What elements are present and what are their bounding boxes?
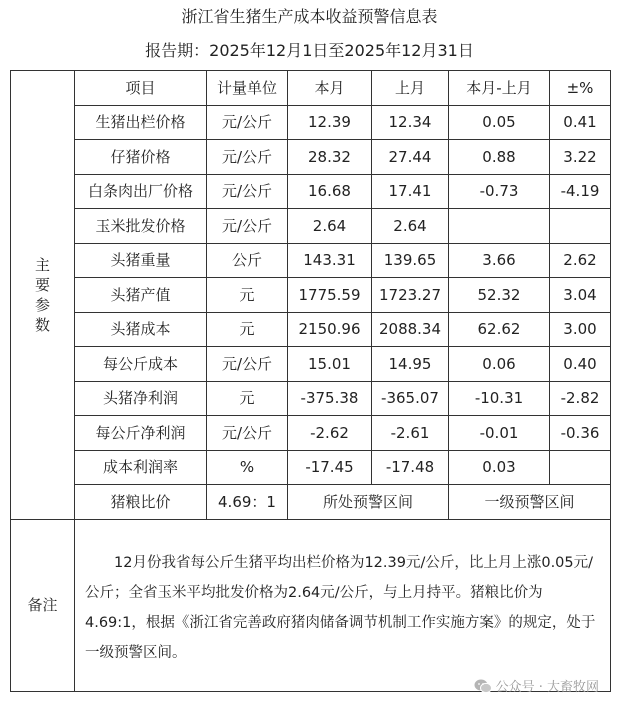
watermark-text: 公众号 · 大畜牧网 [495, 680, 599, 695]
table-cell: 28.32 [288, 140, 372, 175]
notes-text: 12月份我省每公斤生猪平均出栏价格为12.39元/公斤，比上月上涨0.05元/公斤；全省玉米平均批发价格为2.64元/公斤，与上月持平。猪粮比价为4.69:1，根据《浙江省完善政府猪肉储备调节机制工作实施方案》的规定，处于一级预警区间。 [85, 554, 596, 661]
table-cell: 27.44 [372, 140, 449, 175]
notes-cell [75, 519, 611, 691]
table-row [11, 347, 611, 382]
table-row [11, 450, 611, 485]
table-cell: 12.34 [372, 105, 449, 140]
table-cell: -2.62 [288, 416, 372, 451]
table-cell: 3.04 [550, 278, 611, 313]
table-cell: 16.68 [288, 174, 372, 209]
table-cell: -0.73 [449, 174, 550, 209]
row-label: 玉米批发价格 [75, 209, 207, 244]
table-cell: 62.62 [449, 312, 550, 347]
table-cell: 元/公斤 [207, 347, 288, 382]
table-cell: -0.36 [550, 416, 611, 451]
table-cell: 元/公斤 [207, 140, 288, 175]
table-cell: -4.19 [550, 174, 611, 209]
cost-profit-table [10, 70, 611, 692]
table-cell [550, 450, 611, 485]
zone-value: 一级预警区间 [449, 485, 611, 520]
table-cell: 143.31 [288, 243, 372, 278]
row-label: 仔猪价格 [75, 140, 207, 175]
row-label: 白条肉出厂价格 [75, 174, 207, 209]
table-cell: 3.22 [550, 140, 611, 175]
page-title: 浙江省生猪生产成本收益预警信息表 [181, 7, 438, 26]
header-cell: 本月 [288, 71, 372, 106]
row-label: 每公斤成本 [75, 347, 207, 382]
table-row [11, 312, 611, 347]
table-cell: 0.88 [449, 140, 550, 175]
table-cell: 0.41 [550, 105, 611, 140]
table-cell: 0.05 [449, 105, 550, 140]
row-label: 成本利润率 [75, 450, 207, 485]
row-label: 每公斤净利润 [75, 416, 207, 451]
table-cell: 2.64 [372, 209, 449, 244]
ratio-label: 猪粮比价 [75, 485, 207, 520]
table-cell: -365.07 [372, 381, 449, 416]
table-cell: 1775.59 [288, 278, 372, 313]
notes-row [11, 519, 611, 691]
table-cell: -17.48 [372, 450, 449, 485]
table-cell: 2150.96 [288, 312, 372, 347]
table-cell [449, 209, 550, 244]
table-cell: 139.65 [372, 243, 449, 278]
table-cell: 3.00 [550, 312, 611, 347]
table-cell: 2.64 [288, 209, 372, 244]
section-cell [11, 71, 75, 520]
table-row [11, 209, 611, 244]
ratio-value: 4.69：1 [207, 485, 288, 520]
row-label: 头猪成本 [75, 312, 207, 347]
wechat-icon [474, 678, 492, 694]
watermark [474, 676, 599, 695]
ratio-row [11, 485, 611, 520]
table-cell: 元/公斤 [207, 416, 288, 451]
table-cell: 元/公斤 [207, 209, 288, 244]
table-cell: -2.61 [372, 416, 449, 451]
header-cell: 计量单位 [207, 71, 288, 106]
table-cell: 元 [207, 278, 288, 313]
table-cell: 17.41 [372, 174, 449, 209]
table-row [11, 381, 611, 416]
table-cell: 2.62 [550, 243, 611, 278]
header-row [11, 71, 611, 106]
table-row [11, 243, 611, 278]
table-cell: 0.03 [449, 450, 550, 485]
table-cell: 元 [207, 381, 288, 416]
table-cell: 3.66 [449, 243, 550, 278]
table-cell: -17.45 [288, 450, 372, 485]
table-cell: 12.39 [288, 105, 372, 140]
header-cell: 项目 [75, 71, 207, 106]
table-cell [550, 209, 611, 244]
table-cell: 元/公斤 [207, 174, 288, 209]
table-row [11, 174, 611, 209]
table-cell: 元 [207, 312, 288, 347]
table-cell: 公斤 [207, 243, 288, 278]
row-label: 生猪出栏价格 [75, 105, 207, 140]
table-cell: 0.06 [449, 347, 550, 382]
table-cell: 1723.27 [372, 278, 449, 313]
table-cell: -2.82 [550, 381, 611, 416]
section-label-char: 数 [34, 315, 50, 334]
zone-label: 所处预警区间 [288, 485, 449, 520]
table-cell: 15.01 [288, 347, 372, 382]
table-row [11, 278, 611, 313]
table-cell: -10.31 [449, 381, 550, 416]
table-cell: % [207, 450, 288, 485]
header-cell: 上月 [372, 71, 449, 106]
table-cell: 0.40 [550, 347, 611, 382]
notes-label: 备注 [11, 519, 75, 691]
table-cell: 52.32 [449, 278, 550, 313]
table-cell: -0.01 [449, 416, 550, 451]
table-row [11, 140, 611, 175]
header-cell: ±% [550, 71, 611, 106]
table-cell: -375.38 [288, 381, 372, 416]
table-row [11, 416, 611, 451]
section-label-char: 要 [34, 275, 50, 294]
table-cell: 元/公斤 [207, 105, 288, 140]
row-label: 头猪产值 [75, 278, 207, 313]
row-label: 头猪净利润 [75, 381, 207, 416]
row-label: 头猪重量 [75, 243, 207, 278]
header-cell: 本月-上月 [449, 71, 550, 106]
section-label-char: 主 [34, 255, 50, 274]
table-cell: 2088.34 [372, 312, 449, 347]
table-row [11, 105, 611, 140]
report-period: 报告期：2025年12月1日至2025年12月31日 [145, 41, 474, 60]
table-cell: 14.95 [372, 347, 449, 382]
section-label-char: 参 [34, 295, 50, 314]
